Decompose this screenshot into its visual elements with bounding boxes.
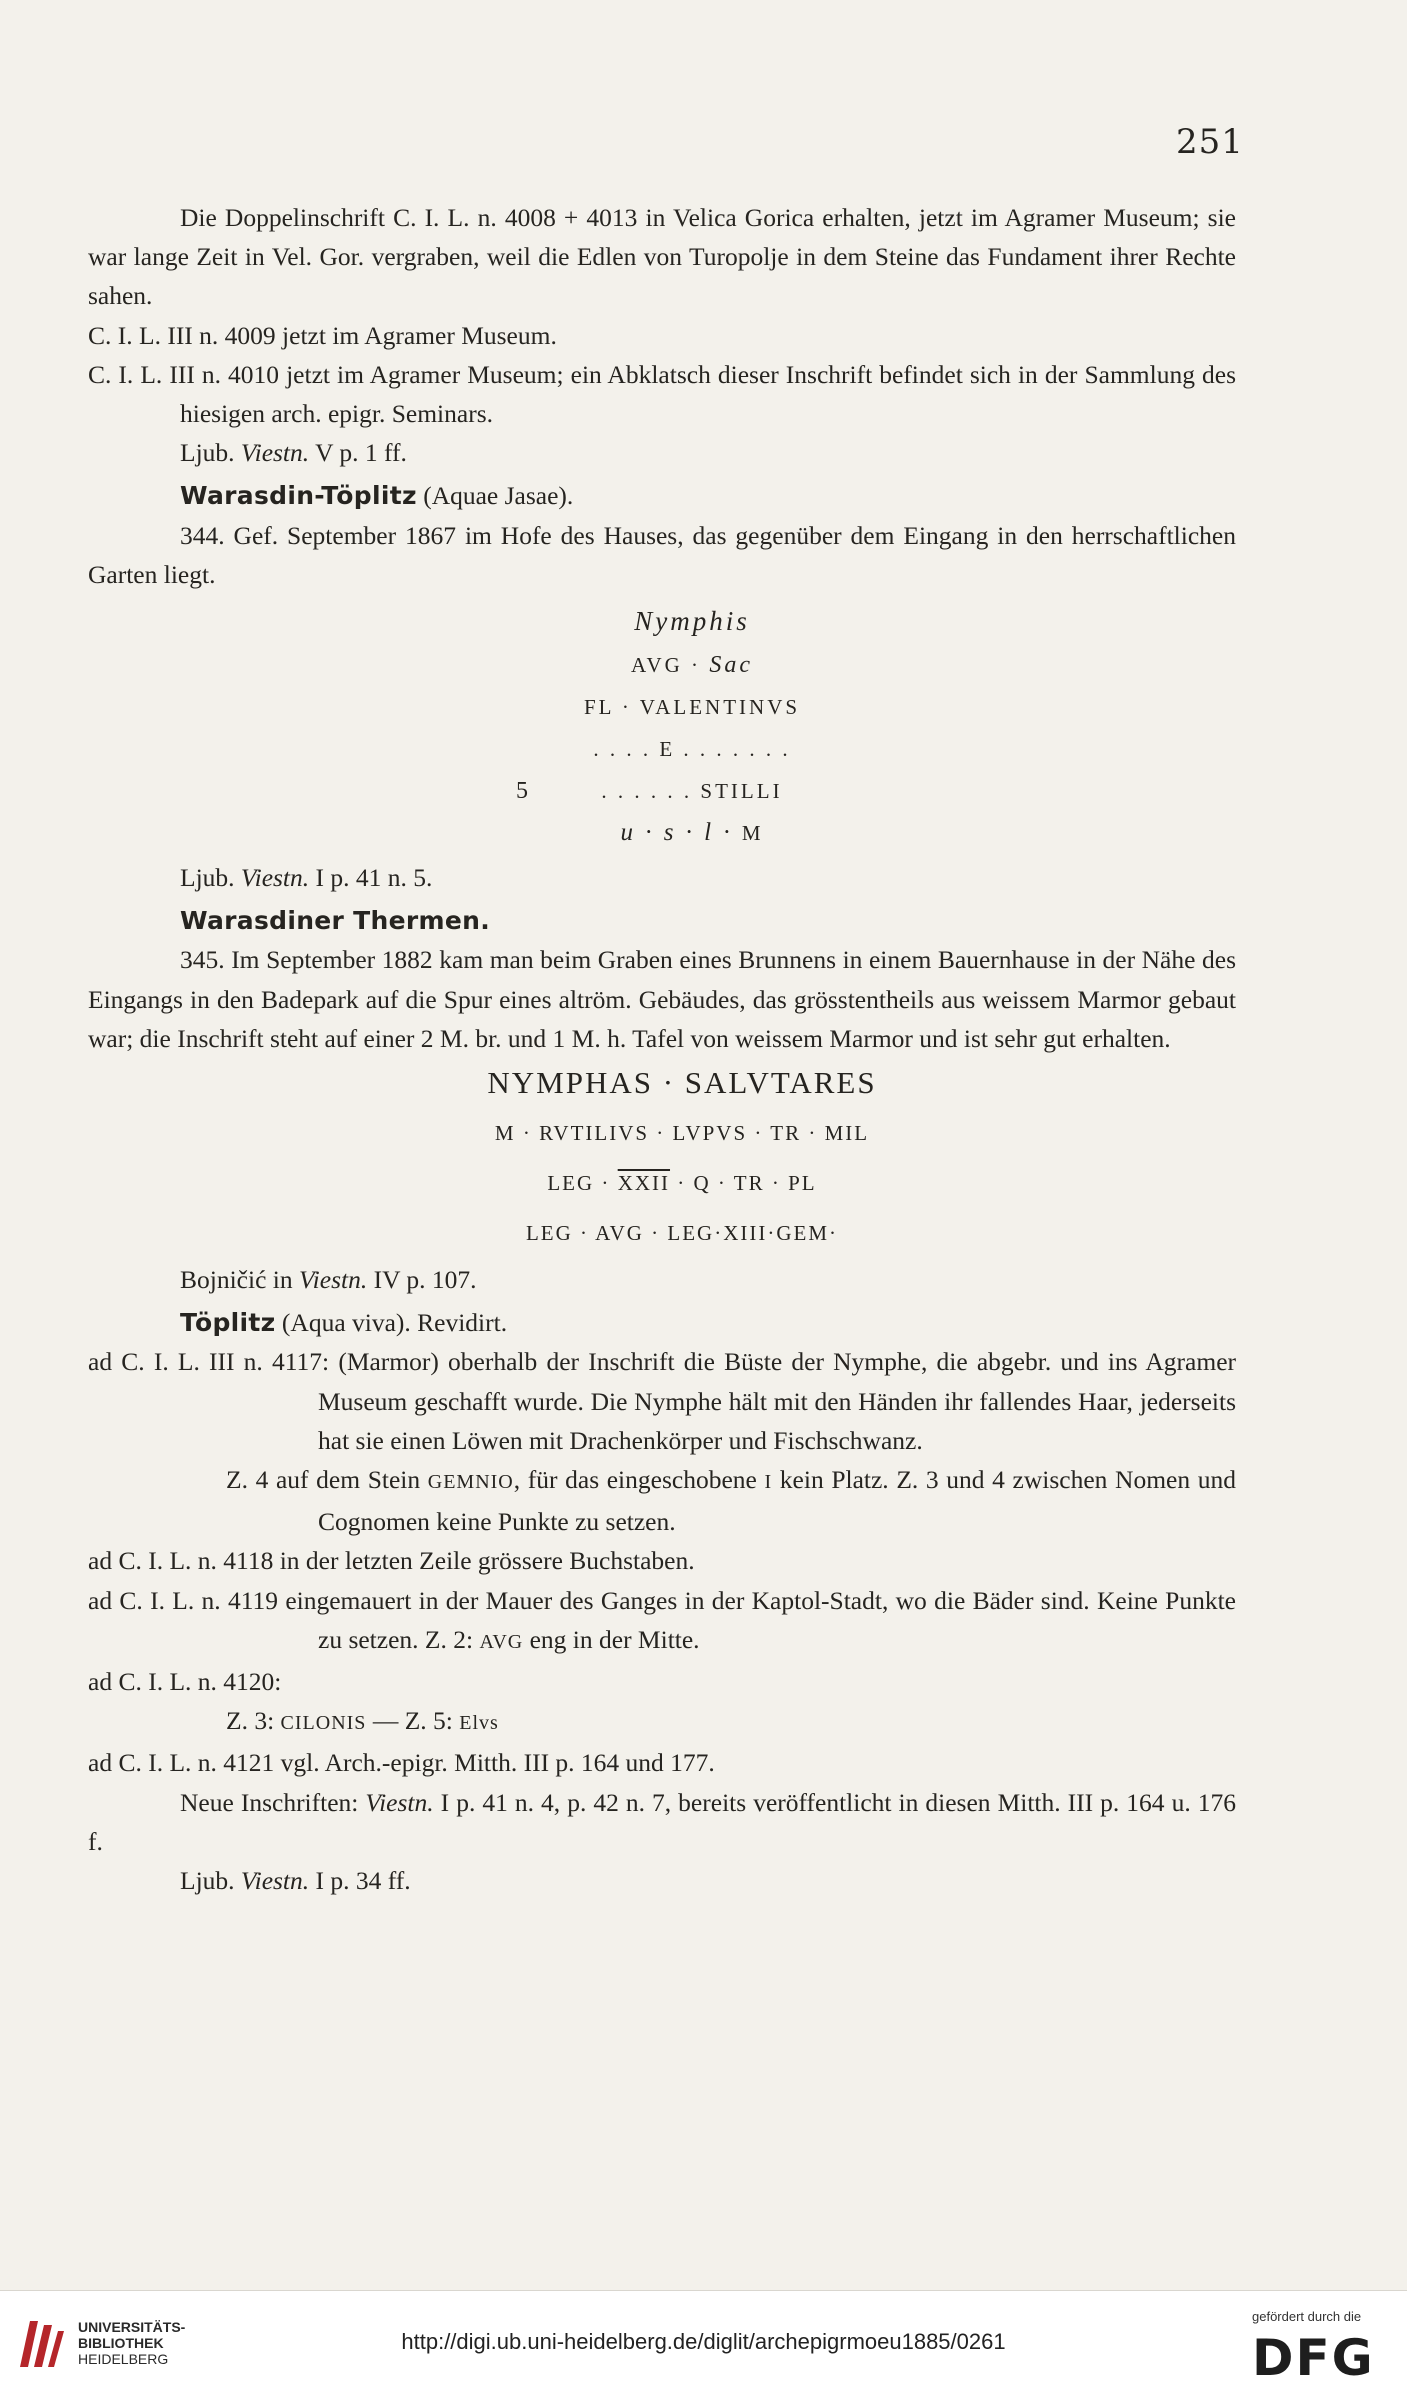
inscription-line [148, 770, 1236, 812]
paragraph-345: 345. Im September 1882 kam man beim Graben eines Brunnens in einem Bauernhause in der Nähe des Eingangs in den Badepark auf die Spur eines altröm. Gebäudes, das grösstentheils aus weissem Marmor gebaut war; die Inschrift steht auf einer 2 M. br. und 1 M. h. Tafel von weissem Marmor und ist sehr gut erhalten. [88, 945, 1236, 1053]
paragraph-neue-inschriften [88, 1783, 1236, 1861]
heading-rest: (Aqua viva). Revidirt. [275, 1308, 508, 1338]
line-number: 5 [516, 778, 528, 805]
page-number: 251 [1176, 122, 1244, 162]
inscription-line: . . . . E . . . . . . . [593, 737, 791, 762]
text-smallcaps: AVG [479, 1630, 524, 1653]
ref-journal: Viestn. [240, 438, 310, 468]
ref-journal: Viestn. [240, 863, 310, 893]
inscription-line: FL · VALENTINVS [583, 695, 801, 720]
paragraph-cil-4119 [88, 1581, 1236, 1662]
logo-line: BIBLIOTHEK [78, 2335, 164, 2351]
inscription-text: M [741, 821, 764, 846]
text-smallcaps: GEMNIO [427, 1471, 514, 1494]
inscription-line [148, 644, 1236, 686]
logo-line: HEIDELBERG [78, 2351, 169, 2367]
paragraph-cil-4010: C. I. L. III n. 4010 jetzt im Agramer Museum; ein Abklatsch dieser Inschrift befindet sich in der Sammlung des hiesigen arch. epigr. Seminars. [88, 359, 1236, 429]
text-smallcaps: I [764, 1471, 773, 1494]
permalink-url[interactable]: http://digi.ub.uni-heidelberg.de/diglit/archepigrmoeu1885/0261 [401, 2329, 1006, 2354]
ref-journal: Viestn. [298, 1265, 368, 1295]
text: , für das eingeschobene [513, 1465, 765, 1495]
ref-text: IV p. 107. [367, 1265, 477, 1295]
reference-ljub-3 [88, 1861, 1236, 1900]
inscription-text: . . . . . . STILLI [601, 779, 783, 804]
paragraph-cil-4120: ad C. I. L. n. 4120: [88, 1667, 282, 1697]
paragraph-z3 [88, 1701, 1236, 1743]
paragraph-z4 [88, 1460, 1236, 1541]
paragraph-344: 344. Gef. September 1867 im Hofe des Hauses, das gegenüber dem Eingang in den herrschaftlichen Garten liegt. [88, 520, 1236, 589]
text: ad C. I. L. n. 4119 eingemauert in der Mauer des Ganges in der Kaptol-Stadt, wo die Bäder sind. Keine Punkte zu setzen. Z. 2: [88, 1585, 1236, 1654]
text: kein Platz. Z. 3 und 4 zwischen Nomen und Cognomen keine Punkte zu setzen. [318, 1465, 1236, 1537]
paragraph-cil-4118: ad C. I. L. n. 4118 in der letzten Zeile grössere Buchstaben. [88, 1546, 695, 1576]
funded-by-label: gefördert durch die [1252, 2309, 1362, 2324]
text: — Z. 5: [366, 1706, 460, 1736]
inscription-text: Nymphis [634, 606, 750, 637]
text-smallcaps: CILONIS [280, 1712, 367, 1735]
paragraph-cil-4009: C. I. L. III n. 4009 jetzt im Agramer Museum. [88, 320, 557, 350]
logo-line: UNIVERSITÄTS- [78, 2319, 186, 2335]
text: Neue Inschriften: [180, 1787, 366, 1817]
inscription-text: AVG · [631, 653, 710, 678]
inscription-344 [88, 600, 1236, 854]
heading-bold: Warasdiner Thermen. [180, 906, 491, 936]
heading-bold: Warasdin-Töplitz [180, 481, 417, 511]
ref-journal: Viestn. [365, 1787, 434, 1817]
inscription-text: Sac [709, 652, 753, 679]
text: Z. 3: [226, 1706, 281, 1736]
inscription-text: XXII [617, 1171, 671, 1196]
heading-rest: (Aquae Jasae). [416, 481, 574, 511]
reference-ljub-1 [88, 433, 1236, 472]
inscription-text: · Q · TR · PL [670, 1171, 817, 1196]
ref-text: Ljub. [180, 863, 241, 893]
paragraph-cil-4121: ad C. I. L. n. 4121 vgl. Arch.-epigr. Mitth. III p. 164 und 177. [88, 1748, 715, 1778]
reference-ljub-2 [88, 858, 1236, 897]
heading-bold: Töplitz [180, 1308, 276, 1338]
section-heading-toplitz [88, 1303, 1236, 1342]
paragraph-doppelinschrift: Die Doppelinschrift C. I. L. n. 4008 + 4013 in Velica Gorica erhalten, jetzt im Agramer Museum; sie war lange Zeit in Vel. Gor. vergraben, weil die Edlen von Turopolje in dem Steine das Fundament ihrer Rechte sahen. [88, 203, 1236, 311]
ref-text: Ljub. [180, 438, 241, 468]
inscription-line: M · RVTILIVS · LVPVS · TR · MIL [494, 1121, 870, 1146]
section-heading-warasdiner-thermen [88, 901, 1236, 940]
inscription-line [148, 600, 1236, 644]
section-heading-warasdin-toplitz [88, 476, 1236, 515]
ref-text: Bojničić in [180, 1265, 299, 1295]
text-smallcaps: Elvs [459, 1712, 499, 1735]
text: I p. 41 n. 4, p. 42 n. 7, bereits veröffentlicht in diesen Mitth. III p. 164 u. 176 f. [88, 1787, 1236, 1856]
paragraph-cil-4117: ad C. I. L. III n. 4117: (Marmor) oberhalb der Inschrift die Büste der Nymphe, die abgebr. und ins Agramer Museum geschafft wurde. Die Nymphe hält mit den Händen ihr fallendes Haar, jederseits hat sie einen Löwen mit Drachenkörper und Fischschwanz. [88, 1347, 1236, 1455]
ref-text: I p. 41 n. 5. [309, 863, 433, 893]
inscription-line [148, 812, 1236, 854]
inscription-text: u · s · l · [620, 819, 742, 847]
body-text [88, 198, 1236, 1900]
ref-journal: Viestn. [240, 1866, 310, 1896]
ref-text: V p. 1 ff. [309, 438, 407, 468]
inscription-text: LEG · [547, 1171, 618, 1196]
dfg-logo: DFG [1252, 2329, 1375, 2387]
ref-text: Ljub. [180, 1866, 241, 1896]
inscription-line: LEG · AVG · LEG·XIII·GEM· [525, 1221, 839, 1246]
text: Z. 4 auf dem Stein [226, 1465, 428, 1495]
inscription-line [128, 1158, 1236, 1208]
viewer-footer [0, 2290, 1407, 2395]
inscription-line: NYMPHAS · SALVTARES [487, 1065, 877, 1101]
reference-bojnicic [88, 1260, 1236, 1299]
ref-text: I p. 34 ff. [309, 1866, 411, 1896]
text: eng in der Mitte. [523, 1624, 700, 1654]
inscription-345 [88, 1058, 1236, 1258]
